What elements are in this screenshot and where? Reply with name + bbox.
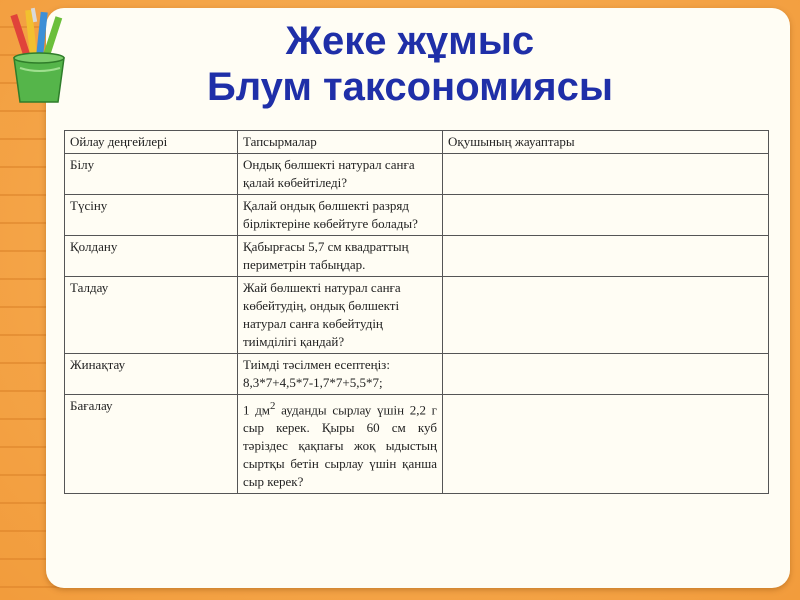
task-cell: Қалай ондық бөлшекті разряд бірліктеріне көбейтуге болады? (238, 195, 443, 236)
page-title (60, 18, 760, 110)
answer-cell[interactable] (443, 195, 769, 236)
task-cell: Жай бөлшекті натурал санға көбейтудің, ондық бөлшекті натурал санға көбейтудің тиімділігі қандай? (238, 277, 443, 354)
table-header-row (65, 131, 769, 154)
title-line-2: Блум таксономиясы (206, 65, 614, 109)
task-cell: Қабырғасы 5,7 см квадраттың периметрін табыңдар. (238, 236, 443, 277)
level-cell: Түсіну (65, 195, 238, 236)
bloom-taxonomy-table (64, 130, 769, 494)
level-cell: Жинақтау (65, 354, 238, 395)
task-superscript: 2 (270, 400, 276, 412)
header-answers: Оқушының жауаптары (443, 131, 769, 154)
level-cell: Талдау (65, 277, 238, 354)
task-cell (238, 395, 443, 494)
header-levels: Ойлау деңгейлері (65, 131, 238, 154)
task-cell: Тиімді тәсілмен есептеңіз: 8,3*7+4,5*7-1,7*7+5,5*7; (238, 354, 443, 395)
level-cell: Бағалау (65, 395, 238, 494)
table-row (65, 354, 769, 395)
answer-cell[interactable] (443, 154, 769, 195)
table-row (65, 277, 769, 354)
answer-cell[interactable] (443, 277, 769, 354)
answer-cell[interactable] (443, 395, 769, 494)
answer-cell[interactable] (443, 354, 769, 395)
task-text-end: ауданды сырлау үшін 2,2 г сыр керек. Қыры 60 см куб тәріздес қақпағы жоқ ыдыстың сыртқы бетін сырлау үшін қанша сыр керек? (243, 402, 438, 490)
table-row (65, 154, 769, 195)
table-row (65, 195, 769, 236)
task-cell: Ондық бөлшекті натурал санға қалай көбейтіледі? (238, 154, 443, 195)
level-cell: Қолдану (65, 236, 238, 277)
answer-cell[interactable] (443, 236, 769, 277)
task-text-start: 1 дм (243, 402, 271, 418)
table-row (65, 395, 769, 494)
table-row (65, 236, 769, 277)
header-tasks: Тапсырмалар (238, 131, 443, 154)
level-cell: Білу (65, 154, 238, 195)
title-line-1: Жеке жұмыс (285, 19, 535, 63)
